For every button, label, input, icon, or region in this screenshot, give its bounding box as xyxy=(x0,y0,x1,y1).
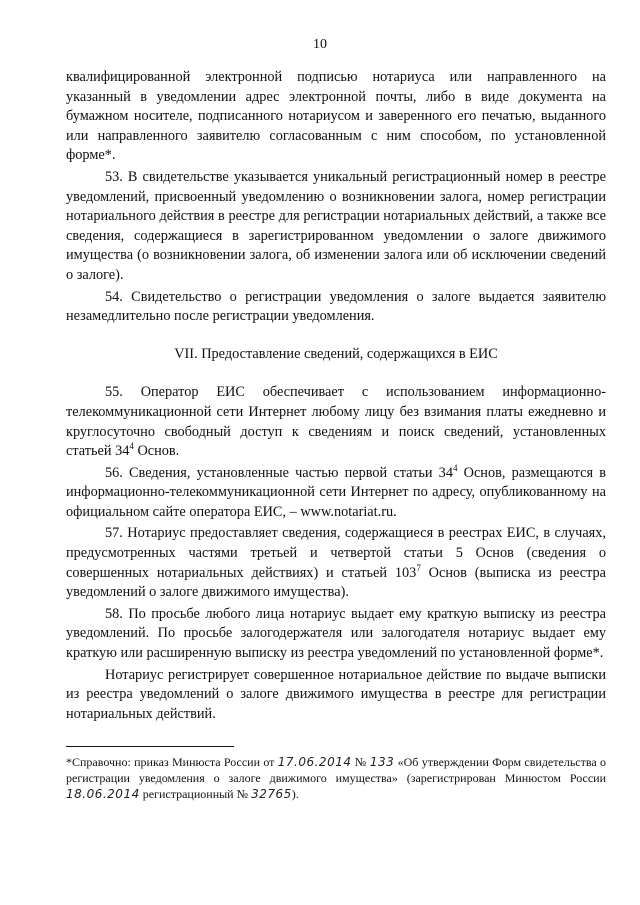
handwritten-registration-number: 32765 xyxy=(251,787,292,801)
paragraph-55-superscript: 4 xyxy=(129,441,134,452)
paragraph-56-superscript: 4 xyxy=(452,462,458,473)
paragraph-55 xyxy=(66,383,606,461)
page-number: 10 xyxy=(313,37,327,52)
paragraph-57 xyxy=(66,524,606,602)
paragraph-55-text: 55. Оператор ЕИС обеспечивает с использованием информационно-телекоммуникационной сети Интернет любому лицу без взимания платы ежедневно и круглосуточно свободный доступ к сведениям и поиск сведений, установленных статьей 34 xyxy=(66,384,606,460)
paragraph-56-tail: Основ, размещаются в информационно-телекоммуникационной сети Интернет по адресу, опубликованному на официальном сайте оператора ЕИС, – www.notariat.ru. xyxy=(66,464,606,520)
paragraph-continuation: квалифицированной электронной подписью нотариуса или направленного на указанный в уведомлении адрес электронной почты, либо в виде документа на бумажном носителе, подписанного нотариусом и заверенного его печатью, выданного или направленного заявителю согласованным с ним способом, по установленной форме*. xyxy=(66,69,606,164)
paragraph-57-text: 57. Нотариус предоставляет сведения, содержащиеся в реестрах ЕИС, в случаях, предусмотренных частями третьей и четвертой статьи 5 Основ (сведения о совершенных нотариальных действиях) и статьей 103 xyxy=(66,525,606,581)
handwritten-date-1: 17.06.2014 xyxy=(277,755,352,769)
section-heading: VII. Предоставление сведений, содержащихся в ЕИС xyxy=(174,345,498,362)
document-body xyxy=(66,68,606,724)
paragraph-56 xyxy=(66,464,606,523)
handwritten-date-2: 18.06.2014 xyxy=(66,787,140,801)
paragraph-55-tail: Основ. xyxy=(133,443,180,460)
footnote xyxy=(66,754,606,802)
paragraph-57-superscript: 7 xyxy=(416,562,421,573)
footnote-text-5: ). xyxy=(291,787,299,801)
footnote-text-3: «Об утверждении Форм свидетельства о регистрации уведомления о залоге движимого имущества» (зарегистрирован Минюстом России xyxy=(66,755,607,785)
paragraph-56-text: 56. Сведения, установленные частью первой статьи 34 xyxy=(105,464,453,481)
paragraph-registration: Нотариус регистрирует совершенное нотариальное действие по выдаче выписки из реестра уведомлений о залоге движимого имущества в реестре для регистрации нотариальных действий. xyxy=(66,666,606,722)
paragraph-58: 58. По просьбе любого лица нотариус выдает ему краткую выписку из реестра уведомлений. По просьбе залогодержателя или залогодателя нотариус выдает ему краткую или расширенную выписку из реестра уведомлений по установленной форме*. xyxy=(66,605,606,662)
footnote-divider xyxy=(66,746,234,747)
paragraph-54: 54. Свидетельство о регистрации уведомления о залоге выдается заявителю незамедлительно после регистрации уведомления. xyxy=(66,288,606,325)
footnote-text-2: № xyxy=(351,755,370,769)
footnote-text-1: *Справочно: приказ Минюста России от xyxy=(66,755,278,769)
handwritten-order-number: 133 xyxy=(369,755,395,769)
paragraph-53: 53. В свидетельстве указывается уникальный регистрационный номер в реестре уведомлений, присвоенный уведомлению о возникновении залога, номер регистрации нотариального действия в реестре для регистрации нотариальных действий, а также все сведения, содержащиеся в зарегистрированном уведомлении о залоге движимого имущества (о возникновении залога, об изменении залога или об исключении сведений о залоге). xyxy=(66,168,606,283)
paragraph-57-tail: Основ (выписка из реестра уведомлений о залоге движимого имущества). xyxy=(66,564,606,601)
footnote-text-4: регистрационный № xyxy=(139,787,252,801)
